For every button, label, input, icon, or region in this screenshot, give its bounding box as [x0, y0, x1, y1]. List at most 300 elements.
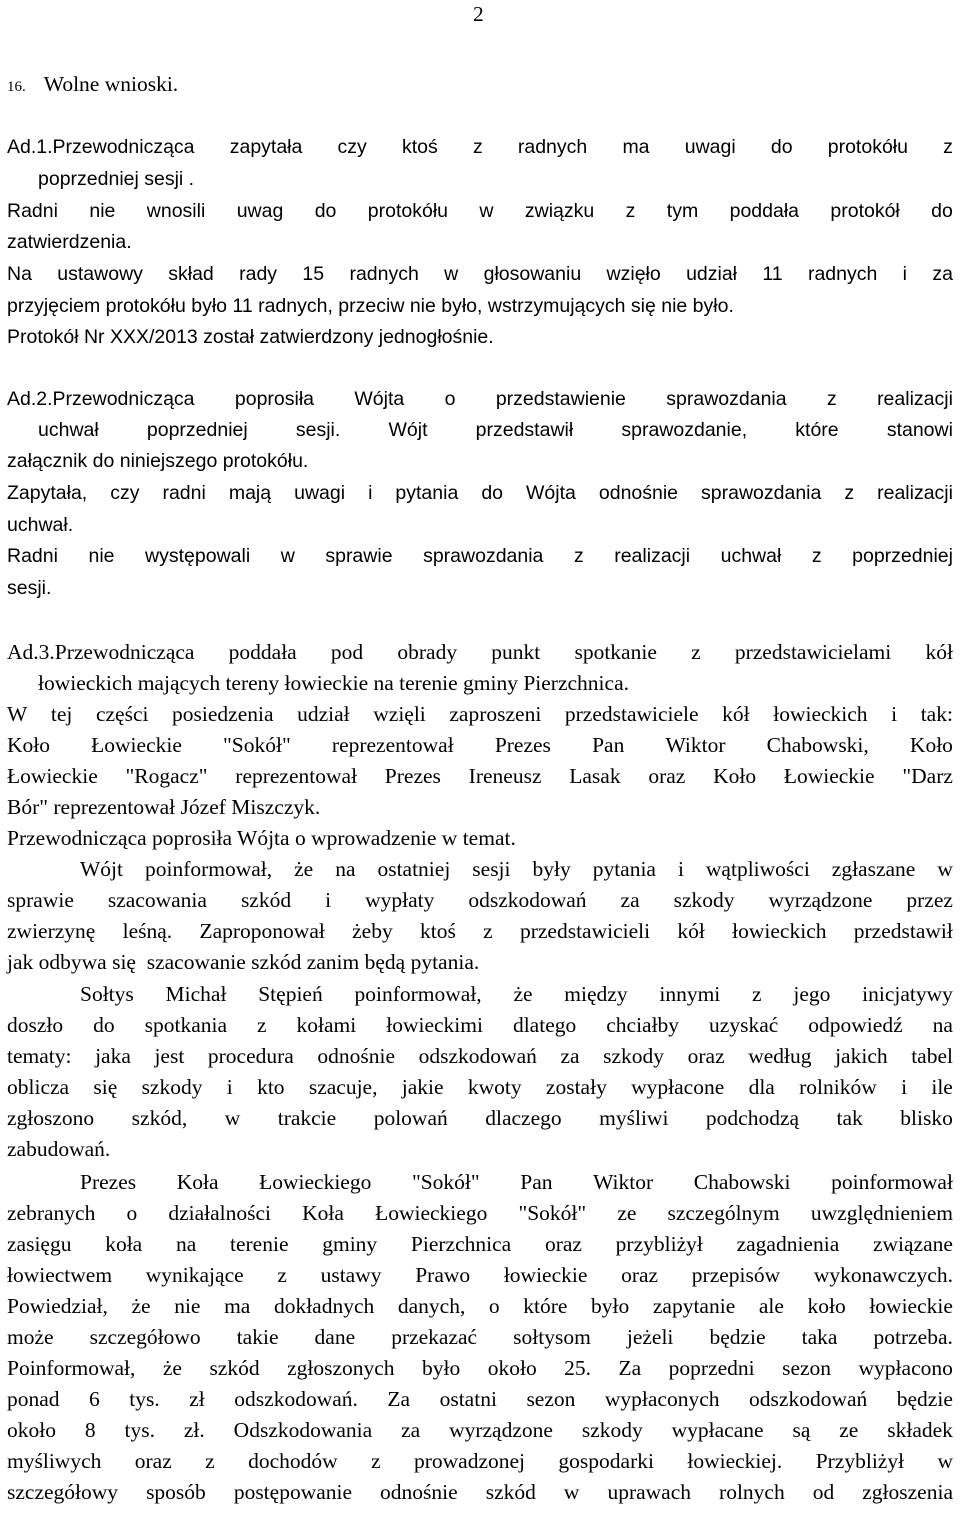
- word: Pan: [592, 733, 625, 757]
- word: wypłaconych: [604, 1387, 720, 1411]
- word: doszło: [7, 1013, 64, 1037]
- word: z: [625, 200, 636, 222]
- word: szkody: [673, 888, 735, 912]
- section-16-heading: [7, 74, 178, 96]
- word: 6: [89, 1387, 100, 1411]
- word: z: [472, 136, 483, 158]
- word: i: [325, 888, 332, 912]
- text-line: [7, 390, 953, 410]
- text-line: przyjęciem protokółu było 11 radnych, przeciw nie było, wstrzymujących się nie było.: [7, 295, 734, 317]
- word: łowiectwem: [7, 1263, 113, 1287]
- word: w: [224, 1106, 241, 1130]
- word: że: [131, 1294, 151, 1318]
- word: tej: [50, 702, 73, 726]
- word: Ad.3.Przewodnicząca: [7, 640, 195, 664]
- word: szczegółowy: [7, 1480, 119, 1504]
- word: kwoty: [467, 1075, 522, 1099]
- word: "Darz: [902, 764, 953, 788]
- word: myśliwi: [599, 1106, 669, 1130]
- word: tak:: [920, 702, 953, 726]
- word: rolnych: [719, 1480, 785, 1504]
- word: w: [479, 200, 494, 222]
- word: uwzględnieniem: [810, 1201, 953, 1225]
- text-line: [7, 1265, 953, 1287]
- text-line: poprzedniej sesji .: [38, 168, 195, 190]
- text-line: [7, 1327, 953, 1349]
- word: szkód: [240, 888, 292, 912]
- text-line: Przewodnicząca poprosiła Wójta o wprowadzenie w temat.: [7, 826, 516, 850]
- word: dochodów: [248, 1449, 338, 1473]
- word: chciałby: [606, 1013, 680, 1037]
- word: ostatniej: [377, 857, 451, 881]
- word: radni: [162, 482, 206, 504]
- word: zgłaszane: [831, 857, 916, 881]
- word: szkody: [141, 1075, 203, 1099]
- word: i: [368, 482, 373, 504]
- text-line: załącznik do niniejszego protokółu.: [7, 450, 309, 472]
- word: Michał: [165, 982, 227, 1006]
- word: głosowaniu: [483, 263, 582, 285]
- word: przybliżył: [615, 1232, 703, 1256]
- word: zagadnienia: [736, 1232, 840, 1256]
- word: ale: [758, 1294, 784, 1318]
- word: wątpliwości: [705, 857, 810, 881]
- word: ostatni: [439, 1387, 497, 1411]
- word: sprawozdanie,: [621, 419, 748, 441]
- text-line: [7, 1203, 953, 1225]
- word: i: [902, 263, 908, 285]
- word: wzięli: [373, 702, 426, 726]
- word: o: [444, 388, 456, 410]
- text-line: [7, 1296, 953, 1318]
- word: za: [560, 1044, 580, 1068]
- word: sposób: [146, 1480, 206, 1504]
- text-line: [7, 1482, 953, 1504]
- text-line: uchwał.: [7, 514, 74, 536]
- word: o: [488, 1294, 500, 1318]
- word: Chabowski: [693, 1170, 791, 1194]
- word: sprawozdania: [423, 545, 544, 567]
- word: 8: [84, 1418, 96, 1442]
- word: będzie: [709, 1325, 766, 1349]
- text-line: Protokół Nr XXX/2013 został zatwierdzony jednogłośnie.: [7, 326, 494, 348]
- word: tys.: [129, 1387, 160, 1411]
- word: spotkania: [144, 1013, 228, 1037]
- word: nie: [89, 200, 116, 222]
- word: ze: [839, 1418, 859, 1442]
- word: że: [294, 857, 314, 881]
- word: dane: [314, 1325, 356, 1349]
- word: zapytanie: [652, 1294, 736, 1318]
- word: sołtysom: [513, 1325, 591, 1349]
- word: w: [937, 1449, 953, 1473]
- word: Poinformował,: [7, 1356, 136, 1380]
- word: z: [483, 919, 493, 943]
- text-line: [80, 859, 953, 881]
- word: z: [826, 388, 837, 410]
- word: sezon: [782, 1356, 832, 1380]
- word: uchwał: [38, 419, 99, 441]
- text-line: [7, 921, 953, 943]
- word: pod: [330, 640, 364, 664]
- word: dokładnych: [273, 1294, 375, 1318]
- word: Powiedział,: [7, 1294, 108, 1318]
- word: były: [532, 857, 571, 881]
- word: przekazać: [391, 1325, 478, 1349]
- word: przedstawienie: [495, 388, 626, 410]
- word: że: [513, 982, 533, 1006]
- word: Sołtys: [80, 982, 134, 1006]
- word: dla: [748, 1075, 775, 1099]
- word: może: [7, 1325, 54, 1349]
- word: taka: [801, 1325, 838, 1349]
- text-line: [7, 1046, 953, 1068]
- word: około: [7, 1418, 56, 1442]
- word: Wójt: [388, 419, 428, 441]
- word: trakcie: [277, 1106, 337, 1130]
- word: ustawy: [320, 1263, 382, 1287]
- text-line: [80, 1172, 953, 1194]
- word: sezon: [526, 1387, 576, 1411]
- section-number: 16.: [7, 79, 26, 95]
- word: do: [93, 1013, 115, 1037]
- word: części: [95, 702, 149, 726]
- word: jakich: [835, 1044, 888, 1068]
- word: spotkanie: [574, 640, 657, 664]
- word: zebranych: [7, 1201, 96, 1225]
- word: sesji: [472, 857, 511, 881]
- word: do: [770, 136, 793, 158]
- word: poprzedni: [668, 1356, 755, 1380]
- word: uwag: [236, 200, 284, 222]
- word: Ad.1.Przewodnicząca: [7, 136, 195, 158]
- word: odpowiedź: [808, 1013, 903, 1037]
- word: Prezes: [494, 733, 551, 757]
- word: Chabowski,: [766, 733, 869, 757]
- word: poinformował,: [144, 857, 273, 881]
- word: według: [748, 1044, 812, 1068]
- word: uwagi: [684, 136, 736, 158]
- word: Wójta: [526, 482, 576, 504]
- word: uchwał: [720, 545, 782, 567]
- word: żeby: [352, 919, 393, 943]
- text-line: [7, 1358, 953, 1380]
- word: odszkodowań: [749, 1387, 868, 1411]
- word: reprezentował: [331, 733, 454, 757]
- word: W: [7, 702, 28, 726]
- text-line: [7, 547, 953, 567]
- word: sprawie: [7, 888, 74, 912]
- word: nie: [88, 545, 115, 567]
- word: przez: [906, 888, 953, 912]
- word: zgłoszenia: [862, 1480, 953, 1504]
- word: Odszkodowania: [233, 1418, 373, 1442]
- word: Zaproponował: [199, 919, 325, 943]
- word: uprawach: [607, 1480, 692, 1504]
- word: odnośnie: [380, 1480, 458, 1504]
- word: było: [422, 1356, 461, 1380]
- word: blisko: [900, 1106, 953, 1130]
- word: łowieckimi: [386, 1013, 483, 1037]
- text-line: [7, 1015, 953, 1037]
- word: radnych: [517, 136, 588, 158]
- word: danych,: [397, 1294, 466, 1318]
- word: przedstawiciele: [564, 702, 699, 726]
- word: Ad.2.Przewodnicząca: [7, 388, 195, 410]
- word: zwierzynę: [7, 919, 96, 943]
- word: koła: [105, 1232, 143, 1256]
- word: reprezentował: [235, 764, 358, 788]
- text-line: [7, 766, 953, 788]
- word: przepisów: [691, 1263, 781, 1287]
- text-line: [7, 1420, 953, 1442]
- word: łowieckiej.: [687, 1449, 783, 1473]
- word: z: [277, 1263, 287, 1287]
- text-line: [7, 735, 953, 757]
- word: Radni: [7, 545, 58, 567]
- word: Wójt: [80, 857, 123, 881]
- word: z: [205, 1449, 215, 1473]
- word: między: [564, 982, 628, 1006]
- word: radnych: [349, 263, 419, 285]
- word: Łowieckiego: [375, 1201, 488, 1225]
- word: jeżeli: [626, 1325, 674, 1349]
- word: posiedzenia: [172, 702, 274, 726]
- word: zł: [189, 1387, 205, 1411]
- word: jego: [793, 982, 831, 1006]
- word: wypłacone: [631, 1075, 725, 1099]
- word: zł.: [183, 1418, 205, 1442]
- word: ktoś: [420, 919, 456, 943]
- word: będzie: [896, 1387, 953, 1411]
- word: za: [401, 1418, 421, 1442]
- word: 15: [302, 263, 325, 285]
- word: Wiktor: [593, 1170, 654, 1194]
- word: do: [481, 482, 504, 504]
- word: Pan: [520, 1170, 553, 1194]
- word: oraz: [648, 764, 686, 788]
- word: poinformował,: [354, 982, 482, 1006]
- word: obrady: [397, 640, 458, 664]
- word: i: [891, 702, 898, 726]
- word: poddała: [729, 200, 799, 222]
- word: inicjatywy: [862, 982, 953, 1006]
- text-line: [7, 1077, 953, 1099]
- word: Zapytała,: [7, 482, 88, 504]
- word: Lasak: [569, 764, 621, 788]
- word: Na: [7, 263, 32, 285]
- word: za: [620, 888, 640, 912]
- word: występowali: [145, 545, 251, 567]
- word: przedstawił: [853, 919, 953, 943]
- text-line: [7, 265, 953, 285]
- word: Za: [618, 1356, 642, 1380]
- word: oraz: [621, 1263, 659, 1287]
- word: takie: [236, 1325, 279, 1349]
- word: kół: [722, 702, 750, 726]
- text-line: [7, 202, 953, 222]
- word: odszkodowań: [468, 888, 587, 912]
- word: terenie: [230, 1232, 289, 1256]
- text-line: [7, 1389, 953, 1411]
- word: Prawo: [415, 1263, 471, 1287]
- word: prowadzonej: [413, 1449, 526, 1473]
- word: ma: [622, 136, 650, 158]
- word: oraz: [544, 1232, 582, 1256]
- word: szkód: [485, 1480, 536, 1504]
- word: stanowi: [886, 419, 953, 441]
- word: w: [937, 857, 953, 881]
- text-line: [7, 484, 953, 504]
- word: dlatego: [512, 1013, 577, 1037]
- word: gminy: [322, 1232, 378, 1256]
- word: ponad: [7, 1387, 60, 1411]
- text-line: jak odbywa się szacowanie szkód zanim będą pytania.: [7, 950, 480, 974]
- word: czy: [337, 136, 367, 158]
- word: tak: [836, 1106, 863, 1130]
- word: szkody: [603, 1044, 665, 1068]
- word: wypłaty: [365, 888, 435, 912]
- word: punkt: [491, 640, 541, 664]
- word: od: [812, 1480, 835, 1504]
- word: przedstawił: [475, 419, 574, 441]
- word: szkód: [209, 1356, 260, 1380]
- word: kół: [677, 919, 705, 943]
- word: oraz: [134, 1449, 172, 1473]
- word: Łowieckiego: [259, 1170, 372, 1194]
- text-line: [7, 1234, 953, 1256]
- word: zapytała: [229, 136, 303, 158]
- word: 11: [762, 263, 783, 285]
- word: sprawie: [325, 545, 393, 567]
- word: Stępień: [258, 982, 323, 1006]
- word: w: [563, 1480, 580, 1504]
- word: w: [444, 263, 459, 285]
- text-line: Bór" reprezentował Józef Miszczyk.: [7, 795, 321, 819]
- word: wnosili: [146, 200, 206, 222]
- word: 25.: [564, 1356, 592, 1380]
- word: do: [931, 200, 953, 222]
- word: z: [811, 545, 822, 567]
- text-line: [7, 704, 953, 726]
- word: które: [795, 419, 839, 441]
- word: udział: [686, 263, 738, 285]
- word: jest: [154, 1044, 185, 1068]
- word: Łowieckie: [91, 733, 182, 757]
- word: i: [677, 857, 684, 881]
- word: Łowieckie: [7, 764, 98, 788]
- word: postępowanie: [233, 1480, 353, 1504]
- word: Ireneusz: [468, 764, 542, 788]
- word: Radni: [7, 200, 58, 222]
- word: zostały: [545, 1075, 607, 1099]
- word: Koło: [909, 733, 953, 757]
- word: ma: [224, 1294, 251, 1318]
- word: łowieckich: [732, 919, 827, 943]
- word: Prezes: [384, 764, 441, 788]
- word: na: [932, 1013, 953, 1037]
- word: które: [523, 1294, 568, 1318]
- word: poddała: [228, 640, 297, 664]
- word: Łowieckie: [783, 764, 875, 788]
- word: procedura: [207, 1044, 294, 1068]
- word: protokółu: [367, 200, 449, 222]
- word: mają: [228, 482, 272, 504]
- word: "Sokół": [223, 733, 291, 757]
- word: za: [932, 263, 953, 285]
- word: Wiktor: [665, 733, 726, 757]
- word: czy: [110, 482, 140, 504]
- text-line: sesji.: [7, 577, 52, 599]
- word: nie: [174, 1294, 201, 1318]
- word: przedstawicielami: [734, 640, 892, 664]
- word: wyrządzone: [768, 888, 873, 912]
- word: koło: [807, 1294, 846, 1318]
- word: z: [573, 545, 584, 567]
- word: Prezes: [80, 1170, 137, 1194]
- word: tym: [666, 200, 699, 222]
- word: skład: [168, 263, 214, 285]
- word: z: [943, 136, 953, 158]
- word: i: [226, 1075, 233, 1099]
- word: gospodarki: [558, 1449, 654, 1473]
- word: radnych: [807, 263, 878, 285]
- word: wynikające: [145, 1263, 244, 1287]
- text-line: zatwierdzenia.: [7, 231, 132, 253]
- word: łowieckich: [773, 702, 868, 726]
- word: kołami: [296, 1013, 357, 1037]
- word: wzięło: [606, 263, 661, 285]
- text-line: zabudowań.: [7, 1137, 111, 1161]
- text-line: łowieckich mających tereny łowieckie na terenie gminy Pierzchnica.: [38, 671, 629, 695]
- word: do: [314, 200, 337, 222]
- word: ktoś: [401, 136, 438, 158]
- word: na: [175, 1232, 197, 1256]
- word: są: [792, 1418, 811, 1442]
- word: działalności: [168, 1201, 272, 1225]
- word: Koło: [713, 764, 757, 788]
- word: i: [901, 1075, 908, 1099]
- word: łowieckie: [503, 1263, 588, 1287]
- text-line: [7, 1108, 953, 1130]
- text-line: [7, 642, 953, 664]
- word: zaproszeni: [449, 702, 542, 726]
- word: było: [591, 1294, 630, 1318]
- word: zgłoszonych: [287, 1356, 395, 1380]
- word: tabel: [911, 1044, 953, 1068]
- word: poprosiła: [234, 388, 315, 410]
- word: wyrządzone: [449, 1418, 553, 1442]
- word: innymi: [659, 982, 721, 1006]
- word: przedstawicieli: [519, 919, 651, 943]
- word: Koło: [7, 733, 50, 757]
- word: wykonawczych.: [813, 1263, 953, 1287]
- word: kół: [925, 640, 953, 664]
- word: zasięgu: [7, 1232, 72, 1256]
- word: pytania: [592, 857, 656, 881]
- word: jaka: [95, 1044, 131, 1068]
- word: z: [371, 1449, 381, 1473]
- word: związku: [524, 200, 595, 222]
- word: z: [844, 482, 855, 504]
- text-line: [38, 421, 953, 441]
- word: odszkodowań: [418, 1044, 537, 1068]
- page-number: 2: [473, 2, 484, 26]
- word: jakie: [401, 1075, 444, 1099]
- word: odnośnie: [598, 482, 679, 504]
- word: Wójta: [354, 388, 405, 410]
- word: ustawowy: [57, 263, 143, 285]
